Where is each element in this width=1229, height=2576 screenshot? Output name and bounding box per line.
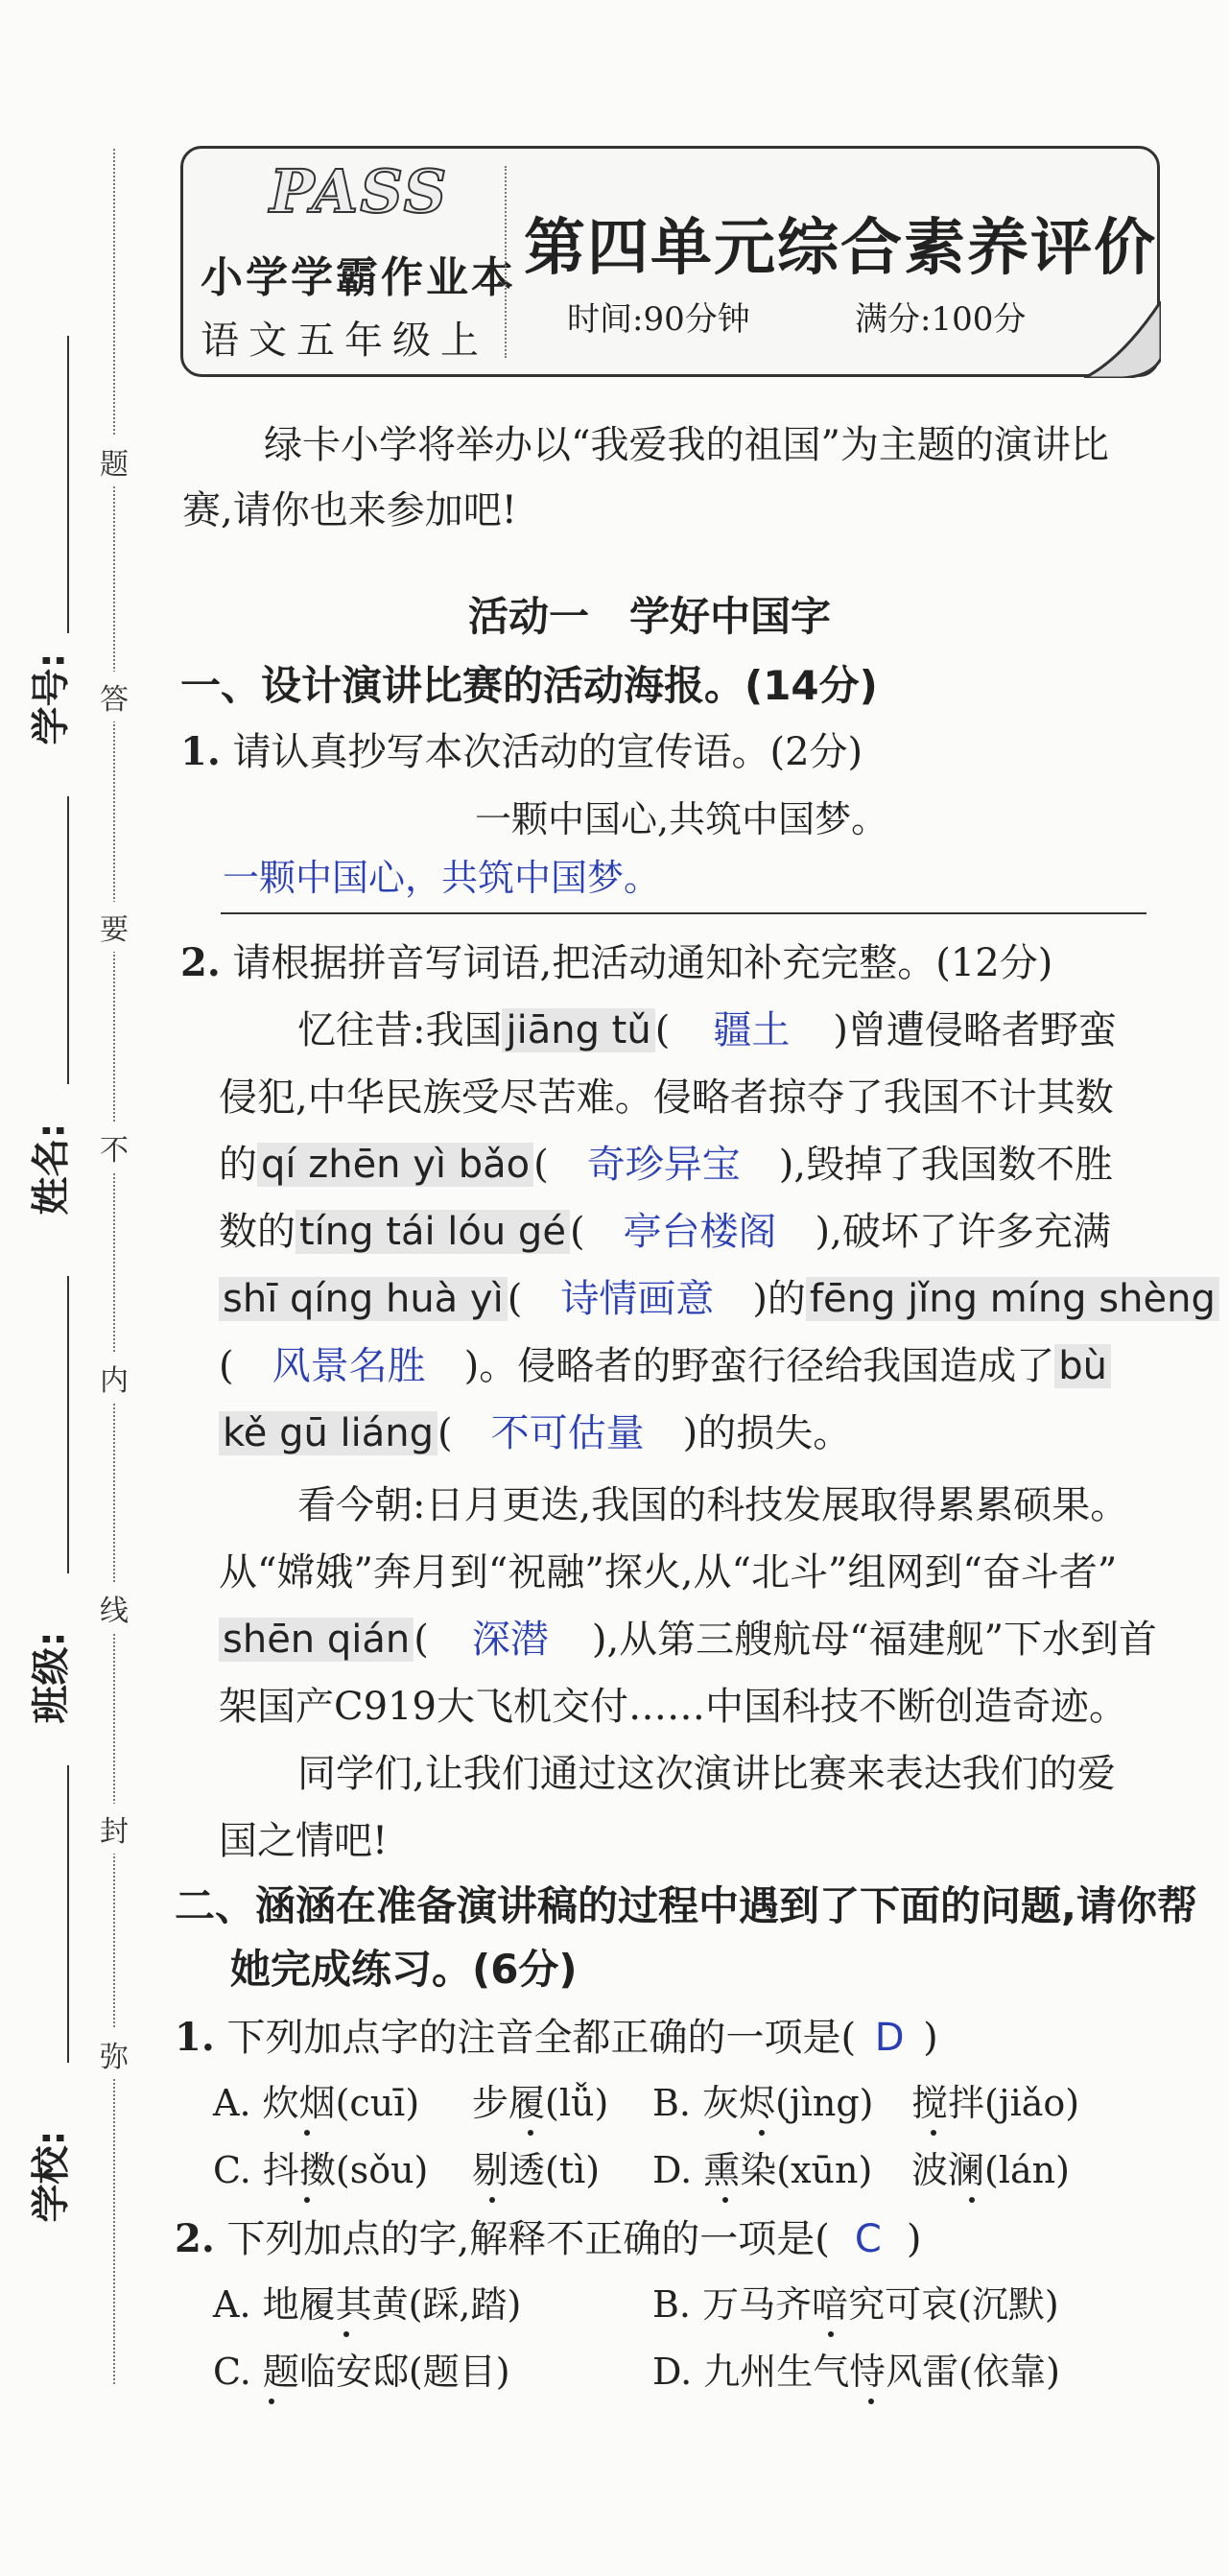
emphasis-dot	[489, 2197, 495, 2203]
option-c: C. 题临安邸(题目)	[213, 2351, 510, 2393]
answer-blank[interactable]: 疆土	[713, 1008, 791, 1052]
fold-char: 内	[98, 1353, 130, 1403]
emphasis-dot	[304, 2197, 310, 2203]
passage-line10: shēn qián ( 深潜 ),从第三艘航母“福建舰”下水到首	[219, 1617, 1157, 1663]
option-b: B. 灰烬(jìng)	[652, 2082, 874, 2124]
passage-line1: 忆往昔:我国 jiāng tǔ ( 疆土 )曾遭侵略者野蛮	[297, 1008, 1117, 1052]
passage-line2: 侵犯,中华民族受尽苦难。侵略者掠夺了我国不计其数	[219, 1075, 1114, 1120]
option-b2: 搅拌(jiǎo)	[911, 2082, 1080, 2124]
emphasis-dot	[304, 2130, 310, 2136]
score-info: 满分:100分	[855, 300, 1027, 339]
fold-char: 弥	[98, 2029, 130, 2079]
fill-line[interactable]	[67, 1276, 69, 1573]
question-text: 下列加点字的注音全都正确的一项是(	[226, 2016, 857, 2060]
option-a: A. 炊烟(cuī)	[213, 2082, 420, 2124]
emphasis-dot	[343, 2331, 349, 2337]
passage-line12: 同学们,让我们通过这次演讲比赛来表达我们的爱	[297, 1752, 1116, 1796]
pinyin-prompt: qí zhēn yì bǎo	[257, 1143, 533, 1187]
intro-line2: 赛,请你也来参加吧!	[182, 488, 517, 532]
passage-line3: 的 qí zhēn yì bǎo ( 奇珍异宝 ),毁掉了我国数不胜	[219, 1143, 1114, 1187]
intro-line1: 绿卡小学将举办以“我爱我的祖国”为主题的演讲比	[264, 423, 1109, 467]
question-text: 请根据拼音写词语,把活动通知补充完整。(12分)	[232, 941, 1053, 985]
section2-heading-line1: 二、涵涵在准备演讲稿的过程中遇到了下面的问题,请你帮	[175, 1882, 1197, 1929]
fold-char: 答	[98, 672, 130, 721]
fold-char: 线	[98, 1583, 130, 1633]
question-number: 2.	[175, 2216, 215, 2261]
binding-strip	[0, 0, 168, 2576]
question-2-1: 1. 下列加点字的注音全都正确的一项是( D )	[175, 2015, 938, 2060]
pinyin-prompt: bù	[1054, 1344, 1111, 1388]
answer-blank[interactable]: 奇珍异宝	[586, 1143, 741, 1187]
question-1-1	[180, 729, 863, 775]
pinyin-prompt: shī qíng huà yì	[219, 1277, 508, 1321]
question-1-2	[180, 940, 1052, 986]
option-c: C. 抖擞(sǒu)	[213, 2149, 429, 2191]
student-id-label: 学号:	[29, 652, 74, 745]
pinyin-prompt: shēn qián	[219, 1618, 414, 1662]
answer-choice[interactable]: C	[854, 2217, 882, 2261]
passage-line11: 架国产C919大飞机交付……中国科技不断创造奇迹。	[219, 1685, 1127, 1729]
question-number: 1.	[180, 729, 221, 774]
option-d2: 波澜(lán)	[911, 2149, 1070, 2191]
question-number: 1.	[175, 2015, 215, 2060]
passage-line7: kě gū liáng ( 不可估量 )的损失。	[219, 1410, 851, 1456]
passage-line5: shī qíng huà yì ( 诗情画意 )的 fēng jǐng míng shèng	[219, 1276, 1219, 1322]
class-label: 班级:	[29, 1631, 74, 1724]
fold-char: 题	[98, 437, 130, 486]
emphasis-dot	[931, 2130, 936, 2136]
passage-line8: 看今朝:日月更迭,我国的科技发展取得累累硕果。	[297, 1483, 1129, 1527]
slogan-text: 一颗中国心,共筑中国梦。	[475, 798, 888, 840]
option-c2: 剔透(tì)	[472, 2149, 601, 2191]
school-label: 学校:	[29, 2130, 74, 2223]
passage-line6: ( 风景名胜 )。侵略者的野蛮行径给我国造成了 bù	[219, 1343, 1111, 1389]
answer-blank[interactable]: 诗情画意	[560, 1277, 715, 1321]
pinyin-prompt: jiāng tǔ	[502, 1008, 654, 1052]
option-d: D. 熏染(xūn)	[652, 2149, 873, 2191]
pinyin-prompt: kě gū liáng	[219, 1411, 437, 1455]
pinyin-prompt: tíng tái lóu gé	[295, 1210, 570, 1254]
passage-line4: 数的 tíng tái lóu gé ( 亭台楼阁 ),破坏了许多充满	[219, 1210, 1111, 1254]
pinyin-prompt: fēng jǐng míng shèng	[806, 1277, 1219, 1321]
emphasis-dot	[269, 2399, 274, 2404]
header-box	[180, 146, 1160, 377]
option-b: B. 万马齐喑究可哀(沉默)	[652, 2283, 1059, 2326]
answer-line	[221, 912, 1146, 914]
emphasis-dot	[969, 2197, 975, 2203]
option-d: D. 九州生气恃风雷(依靠)	[652, 2351, 1060, 2393]
option-a: A. 地履其黄(踩,踏)	[213, 2283, 522, 2326]
slogan-answer[interactable]: 一颗中国心，共筑中国梦。	[223, 857, 661, 899]
passage-line13: 国之情吧!	[219, 1819, 389, 1863]
question-text: 请认真抄写本次活动的宣传语。(2分)	[232, 730, 863, 774]
name-label: 姓名:	[29, 1123, 74, 1216]
brand-line1: 小学学霸作业本	[201, 253, 516, 302]
answer-blank[interactable]: 亭台楼阁	[623, 1210, 777, 1254]
pass-logo: PASS	[270, 156, 449, 226]
activity-title: 活动一 学好中国字	[468, 593, 832, 640]
fold-char: 不	[98, 1123, 130, 1172]
emphasis-dot	[828, 2331, 834, 2337]
section2-heading-line2: 她完成练习。(6分)	[230, 1946, 578, 1993]
unit-title: 第四单元综合素养评价	[524, 212, 1157, 284]
answer-blank[interactable]: 不可估量	[490, 1411, 645, 1455]
brand-line2: 语文五年级上	[201, 319, 488, 363]
answer-blank[interactable]: 风景名胜	[272, 1344, 426, 1388]
emphasis-dot	[722, 2197, 728, 2203]
fill-line[interactable]	[67, 336, 69, 633]
passage-line9: 从“嫦娥”奔月到“祝融”探火,从“北斗”组网到“奋斗者”	[219, 1550, 1118, 1595]
section1-heading: 一、设计演讲比赛的活动海报。(14分)	[180, 662, 878, 709]
emphasis-dot	[528, 2130, 533, 2136]
option-a2: 步履(lǚ)	[472, 2082, 609, 2124]
answer-choice[interactable]: D	[874, 2016, 905, 2060]
page-curl-icon	[1084, 301, 1161, 378]
fold-char: 封	[98, 1804, 130, 1854]
fill-line[interactable]	[67, 1765, 69, 2063]
emphasis-dot	[759, 2130, 765, 2136]
question-2-2: 2. 下列加点的字,解释不正确的一项是( C )	[175, 2216, 922, 2261]
header-divider	[505, 166, 507, 358]
emphasis-dot	[868, 2399, 874, 2404]
time-info: 时间:90分钟	[567, 300, 750, 339]
answer-blank[interactable]: 深潜	[471, 1618, 549, 1662]
fold-char: 要	[98, 902, 130, 952]
fill-line[interactable]	[67, 796, 69, 1084]
question-text: 下列加点的字,解释不正确的一项是(	[226, 2217, 830, 2261]
question-number: 2.	[180, 940, 221, 985]
